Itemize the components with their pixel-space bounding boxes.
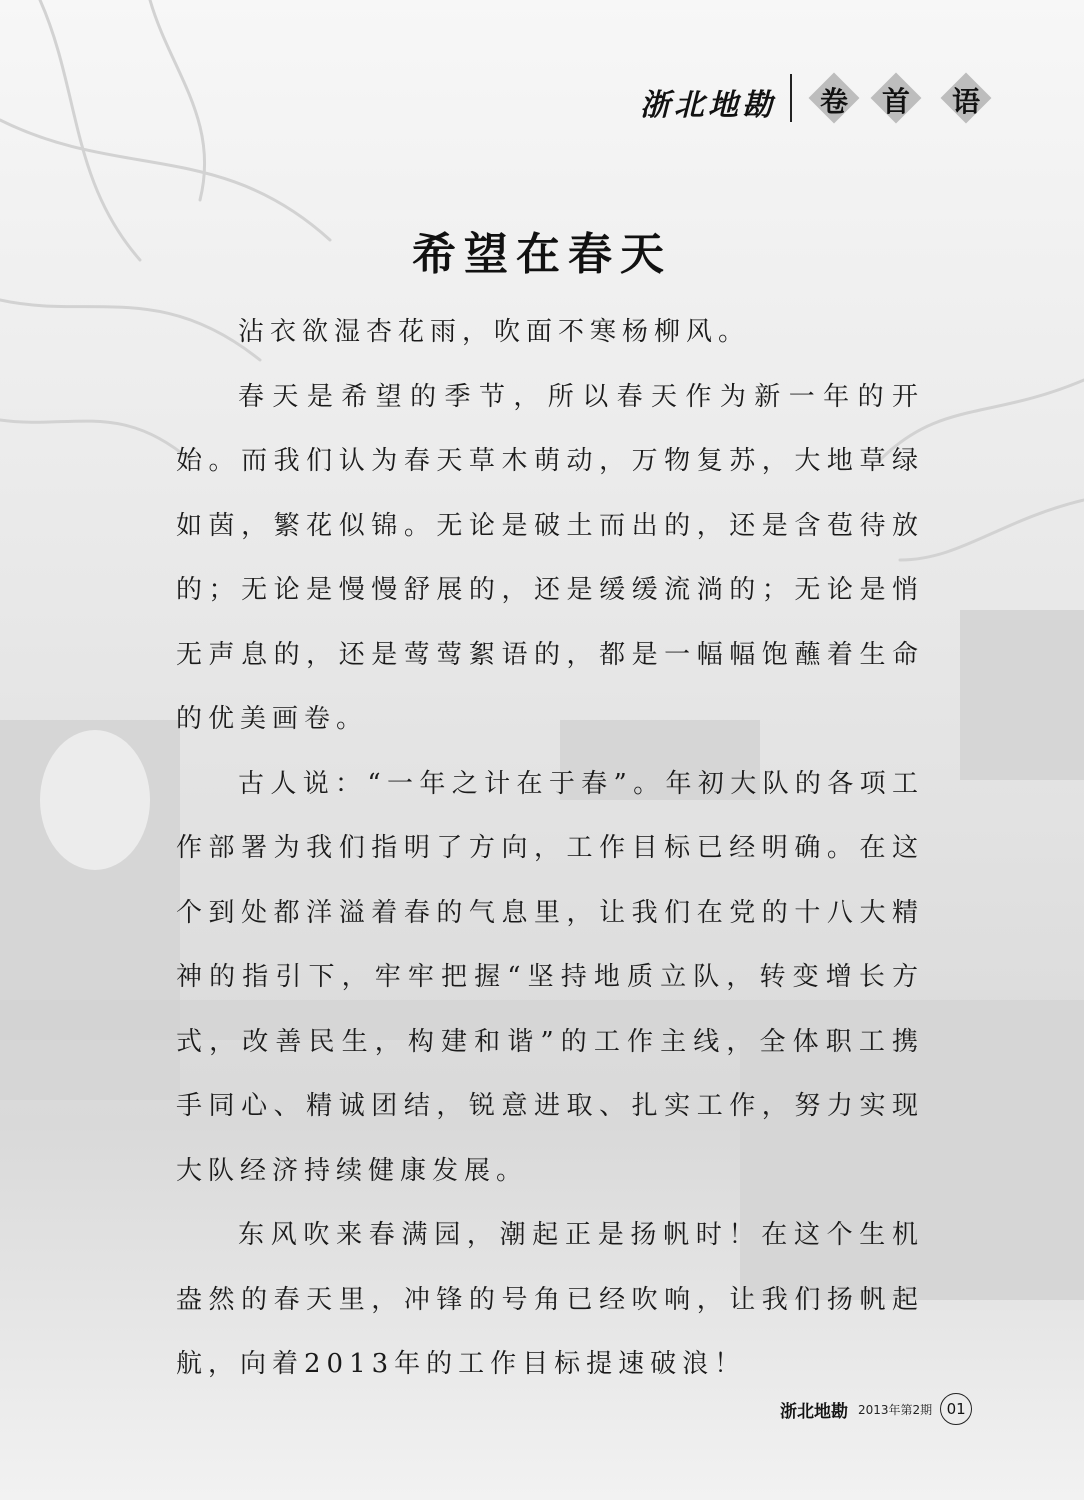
section-char-diamond-1 [808,72,860,124]
header-divider [790,74,792,122]
section-char-diamond-3 [940,72,992,124]
section-char: 语 [951,85,980,118]
section-char: 卷 [819,85,848,118]
article-paragraph: 沾衣欲湿杏花雨，吹面不寒杨柳风。 [238,317,751,347]
page-number: 01 [940,1393,972,1425]
section-char-diamond-2 [870,72,922,124]
page-footer [780,1393,972,1425]
article-paragraph: 春天是希望的季节，所以春天作为新一年的开始。而我们认为春天草木萌动，万物复苏，大地草绿如茵，繁花似锦。无论是破土而出的，还是含苞待放的；无论是慢慢舒展的，还是缓缓流淌的；无论是悄无声息的，还是莺莺絮语的，都是一幅幅饱蘸着生命的优美画卷。 [176,381,924,734]
header-banner [630,70,1030,126]
header-brand: 浙北地勘 [640,88,776,123]
footer-brand: 浙北地勘 [780,1401,848,1422]
article-paragraph: 古人说：“一年之计在于春”。年初大队的各项工作部署为我们指明了方向，工作目标已经明确。在这个到处都洋溢着春的气息里，让我们在党的十八大精神的指引下，牢牢把握“坚持地质立队，转变增长方式，改善民生，构建和谐”的工作主线，全体职工携手同心、精诚团结，锐意进取、扎实工作，努力实现大队经济持续健康发展。 [176,768,924,1186]
article-title: 希望在春天 [412,229,672,280]
section-char: 首 [881,85,910,118]
article-paragraph: 东风吹来春满园，潮起正是扬帆时！在这个生机盎然的春天里，冲锋的号角已经吹响，让我们扬帆起航，向着2013年的工作目标提速破浪！ [176,1220,924,1379]
article-body [176,300,924,1397]
footer-issue: 2013年第2期 [858,1402,933,1417]
